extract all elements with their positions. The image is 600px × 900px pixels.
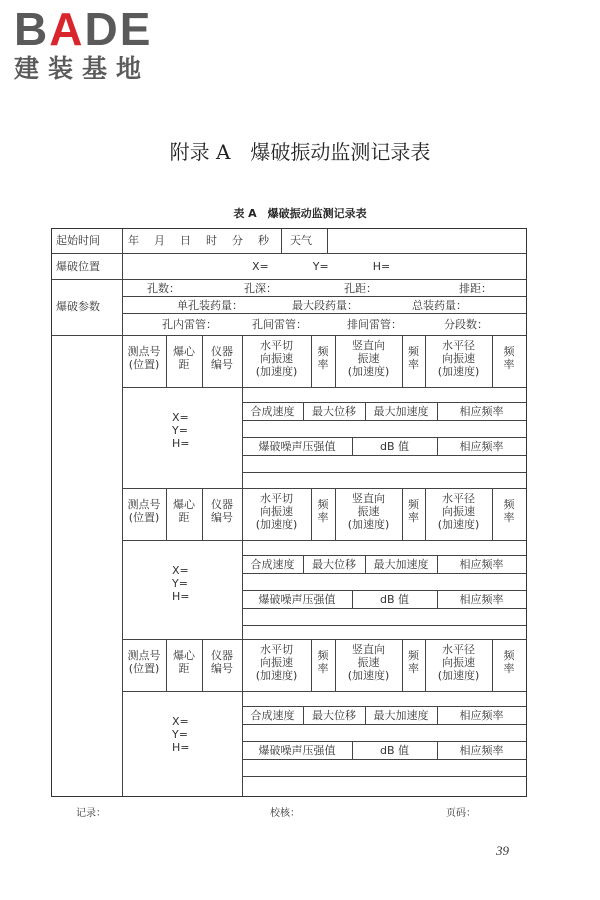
max-displacement-label: 最大位移 — [312, 709, 356, 722]
vertical-header: 竖直向 振速 (加速度) — [347, 643, 390, 682]
row-divider — [122, 296, 526, 297]
combined-velocity-label: 合成速度 — [250, 558, 295, 571]
max-displacement-label: 最大位移 — [312, 405, 356, 418]
max-acceleration-label: 最大加速度 — [373, 709, 429, 722]
row-divider — [52, 335, 526, 336]
page-title: 附录 A 爆破振动监测记录表 — [169, 140, 431, 164]
block-top-divider — [122, 488, 526, 489]
row-divider — [52, 253, 526, 254]
weather-divider — [281, 229, 282, 253]
max-acceleration-label: 最大加速度 — [373, 558, 429, 571]
subtable-line — [242, 759, 526, 760]
page-number: 39 — [496, 843, 509, 858]
frequency-header: 频 率 — [408, 345, 419, 371]
subtable-line — [242, 608, 526, 609]
footer-recorder: 记录： — [76, 808, 106, 819]
point-no-header: 测点号 (位置) — [127, 345, 161, 371]
corresponding-frequency-label: 相应频率 — [459, 558, 504, 571]
frequency-header: 频 率 — [503, 345, 515, 371]
logo-letters-de: DE — [84, 3, 153, 55]
weather-divider — [327, 229, 328, 253]
blast-distance-header: 爆心 距 — [173, 649, 195, 675]
horizontal-tangential-header: 水平切 向振速 (加速度) — [255, 339, 298, 378]
param-inter-hole-detonator: 孔间雷管： — [252, 318, 307, 331]
frequency-header: 频 率 — [408, 649, 419, 675]
param-hole-spacing: 孔距： — [344, 282, 377, 295]
corresponding-frequency-label: 相应频率 — [459, 440, 504, 453]
table-caption: 表 A 爆破振动监测记录表 — [233, 207, 367, 220]
param-inter-row-detonator: 排间雷管： — [347, 318, 402, 331]
row-divider — [122, 313, 526, 314]
subtable-line — [242, 555, 526, 556]
subtable-line — [242, 402, 526, 403]
param-in-hole-detonator: 孔内雷管： — [162, 318, 217, 331]
max-displacement-label: 最大位移 — [312, 558, 356, 571]
combined-velocity-label: 合成速度 — [250, 709, 295, 722]
start-time-label: 起始时间 — [56, 234, 100, 247]
horizontal-radial-header: 水平径 向振速 (加速度) — [437, 492, 480, 531]
horizontal-tangential-header: 水平切 向振速 (加速度) — [255, 492, 298, 531]
corresponding-frequency-label: 相应频率 — [459, 593, 504, 606]
block-header-divider — [122, 540, 526, 541]
subtable-line — [242, 625, 526, 626]
start-time-value: 年 月 日 时 分 秒 — [128, 234, 271, 247]
weather-label: 天气 — [290, 234, 312, 247]
record-table — [51, 228, 527, 797]
instrument-no-header: 仪器 编号 — [211, 498, 233, 524]
combined-velocity-label: 合成速度 — [250, 405, 295, 418]
noise-pressure-label: 爆破噪声压强值 — [258, 744, 336, 757]
horizontal-radial-header: 水平径 向振速 (加速度) — [437, 339, 480, 378]
frequency-header: 频 率 — [408, 498, 419, 524]
param-total-charge: 总装药量： — [412, 299, 467, 312]
subtable-line — [242, 741, 526, 742]
instrument-no-header: 仪器 编号 — [211, 345, 233, 371]
param-max-delay-charge: 最大段药量： — [292, 299, 358, 312]
logo-letter-b: B — [14, 3, 50, 55]
frequency-header: 频 率 — [317, 649, 329, 675]
logo-letter-a: A — [49, 3, 85, 55]
vertical-header: 竖直向 振速 (加速度) — [347, 339, 390, 378]
logo-text — [14, 3, 184, 55]
frequency-header: 频 率 — [503, 498, 515, 524]
corresponding-frequency-label: 相应频率 — [459, 709, 504, 722]
subtable-line — [242, 420, 526, 421]
subtable-line — [242, 590, 526, 591]
xyz-coordinates: X= Y= H= — [172, 411, 190, 450]
corresponding-frequency-label: 相应频率 — [459, 744, 504, 757]
blast-location-value: X= Y= H= — [252, 260, 391, 273]
frequency-header: 频 率 — [503, 649, 515, 675]
block-header-divider — [122, 387, 526, 388]
subtable-line — [242, 776, 526, 777]
db-value-label: dB 值 — [379, 744, 410, 757]
noise-pressure-label: 爆破噪声压强值 — [258, 440, 336, 453]
subtable-line — [242, 573, 526, 574]
db-value-label: dB 值 — [379, 593, 410, 606]
subtable-line — [242, 706, 526, 707]
subtable-line — [242, 437, 526, 438]
instrument-no-header: 仪器 编号 — [211, 649, 233, 675]
subtable-line — [242, 455, 526, 456]
noise-pressure-label: 爆破噪声压强值 — [258, 593, 336, 606]
frequency-header: 频 率 — [317, 498, 329, 524]
param-hole-count: 孔数： — [147, 282, 180, 295]
point-no-header: 测点号 (位置) — [127, 649, 161, 675]
logo-subtitle: 建装基地 — [14, 54, 151, 83]
block-header-divider — [122, 691, 526, 692]
max-acceleration-label: 最大加速度 — [373, 405, 429, 418]
db-value-label: dB 值 — [379, 440, 410, 453]
corresponding-frequency-label: 相应频率 — [459, 405, 504, 418]
blast-location-label: 爆破位置 — [56, 260, 100, 273]
param-delay-count: 分段数： — [444, 318, 488, 331]
point-no-header: 测点号 (位置) — [127, 498, 161, 524]
param-single-charge: 单孔装药量： — [177, 299, 243, 312]
blast-params-label: 爆破参数 — [56, 300, 100, 313]
param-hole-depth: 孔深： — [244, 282, 277, 295]
frequency-header: 频 率 — [317, 345, 329, 371]
horizontal-radial-header: 水平径 向振速 (加速度) — [437, 643, 480, 682]
footer-checker: 校核： — [270, 808, 300, 819]
param-row-spacing: 排距： — [459, 282, 492, 295]
xyz-coordinates: X= Y= H= — [172, 564, 190, 603]
blast-distance-header: 爆心 距 — [173, 345, 195, 371]
subtable-line — [242, 724, 526, 725]
blast-distance-header: 爆心 距 — [173, 498, 195, 524]
subtable-line — [242, 472, 526, 473]
footer-page-no: 页码： — [446, 808, 476, 819]
row-divider — [52, 279, 526, 280]
block-top-divider — [122, 639, 526, 640]
horizontal-tangential-header: 水平切 向振速 (加速度) — [255, 643, 298, 682]
xyz-coordinates: X= Y= H= — [172, 715, 190, 754]
vertical-header: 竖直向 振速 (加速度) — [347, 492, 390, 531]
logo — [14, 3, 184, 84]
